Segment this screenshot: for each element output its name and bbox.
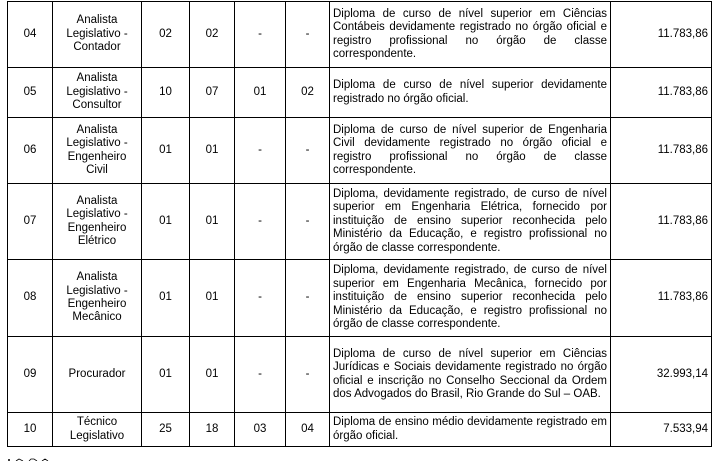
cargo-line: Contador: [73, 41, 121, 54]
vagas-cell: 07: [190, 68, 235, 118]
vagas-cell: -: [286, 118, 330, 184]
cargo-cell: [53, 337, 142, 413]
codigo-cell: 06: [8, 118, 53, 184]
vagas-cell: -: [235, 2, 286, 68]
cargo-cell: [53, 2, 142, 68]
cargo-line: Analista: [76, 194, 118, 207]
vagas-cell: 03: [235, 413, 286, 447]
vagas-cell: -: [235, 118, 286, 184]
codigo-cell: 04: [8, 2, 53, 68]
cargos-table: [7, 1, 712, 447]
vagas-cell: -: [286, 184, 330, 260]
vagas-cell: 02: [286, 68, 330, 118]
cargo-line: Legislativo: [69, 429, 125, 442]
vagas-cell: 10: [142, 68, 190, 118]
cargo-cell: [53, 68, 142, 118]
codigo-cell: 05: [8, 68, 53, 118]
table-row: [8, 2, 712, 68]
vencimento-cell: 7.533,94: [611, 413, 712, 447]
requisito-cell: Diploma, devidamente registrado, de curso de nível superior em Engenharia Elétrica, fornecido por instituição de ensino superior reconhecida pelo Ministério da Educação, e registro profissional no órgão de classe correspondente.: [330, 184, 611, 260]
vagas-cell: 01: [235, 68, 286, 118]
vagas-cell: 01: [190, 260, 235, 337]
vagas-cell: 01: [190, 184, 235, 260]
vencimento-cell: 11.783,86: [611, 2, 712, 68]
requisito-cell: Diploma de curso de nível superior devidamente registrado no órgão oficial.: [330, 68, 611, 118]
vagas-cell: -: [235, 184, 286, 260]
vagas-cell: 18: [190, 413, 235, 447]
vagas-cell: 01: [142, 260, 190, 337]
vagas-cell: 25: [142, 413, 190, 447]
cargo-cell: [53, 184, 142, 260]
cargo-line: Técnico: [76, 416, 118, 429]
table-row: [8, 337, 712, 413]
cargo-line: Procurador: [68, 367, 126, 380]
vagas-cell: 01: [190, 337, 235, 413]
cargo-line: Engenheiro: [67, 150, 127, 163]
table-row: [8, 118, 712, 184]
vagas-cell: -: [235, 260, 286, 337]
vencimento-cell: 11.783,86: [611, 184, 712, 260]
vencimento-cell: 32.993,14: [611, 337, 712, 413]
vagas-cell: -: [286, 260, 330, 337]
requisito-cell: Diploma de curso de nível superior de Engenharia Civil devidamente registrado no órgão oficial e registro profissional no órgão de classe correspondente.: [330, 118, 611, 184]
requisito-cell: Diploma, devidamente registrado, de curso de nível superior em Engenharia Mecânica, fornecido por instituição de ensino superior reconhecida pelo Ministério da Educação, e registro profissional no órgão de classe correspondente.: [330, 260, 611, 337]
vagas-cell: 02: [190, 2, 235, 68]
table-row: [8, 260, 712, 337]
cargo-line: Mecânico: [72, 311, 122, 324]
requisito-cell: Diploma de ensino médio devidamente registrado em órgão oficial.: [330, 413, 611, 447]
vagas-cell: -: [286, 2, 330, 68]
table-row: [8, 184, 712, 260]
codigo-cell: 07: [8, 184, 53, 260]
cargo-line: Engenheiro: [67, 298, 127, 310]
table-row: [8, 413, 712, 447]
table-body: [8, 2, 712, 447]
cargo-line: Analista: [76, 271, 118, 284]
codigo-cell: 08: [8, 260, 53, 337]
vagas-cell: 04: [286, 413, 330, 447]
vagas-cell: 01: [142, 337, 190, 413]
vagas-cell: 02: [142, 2, 190, 68]
cargo-line: Legislativo -: [66, 208, 128, 221]
table-row: [8, 68, 712, 118]
cargo-line: Legislativo -: [66, 284, 128, 297]
cargo-line: Civil: [86, 163, 108, 176]
requisito-cell: Diploma de curso de nível superior em Ciências Jurídicas e Sociais devidamente registrado no órgão oficial e inscrição no Conselho Seccional da Ordem dos Advogados do Brasil, Rio Grande do Sul – OAB.: [330, 337, 611, 413]
cargo-line: Analista: [76, 123, 118, 136]
cargo-line: Analista: [76, 72, 118, 85]
cargo-cell: [53, 118, 142, 184]
vagas-cell: 01: [142, 118, 190, 184]
cargo-line: Engenheiro: [67, 221, 127, 234]
vencimento-cell: 11.783,86: [611, 118, 712, 184]
vagas-cell: -: [286, 337, 330, 413]
cropped-text-fragment: [7, 452, 57, 461]
requisito-cell: Diploma de curso de nível superior em Ciências Contábeis devidamente registrado no órgão oficial e registro profissional no órgão de classe correspondente.: [330, 2, 611, 68]
codigo-cell: 09: [8, 337, 53, 413]
vagas-cell: -: [235, 337, 286, 413]
cargo-cell: [53, 260, 142, 337]
vagas-cell: 01: [142, 184, 190, 260]
cargo-line: Elétrico: [77, 234, 117, 247]
cargo-line: Consultor: [72, 99, 122, 112]
vagas-cell: 01: [190, 118, 235, 184]
vencimento-cell: 11.783,86: [611, 260, 712, 337]
cargo-line: Analista: [76, 14, 118, 27]
cargo-cell: [53, 413, 142, 447]
codigo-cell: 10: [8, 413, 53, 447]
vencimento-cell: 11.783,86: [611, 68, 712, 118]
cargo-line: Legislativo -: [66, 27, 128, 40]
cargo-line: Legislativo -: [66, 137, 128, 150]
cargo-line: Legislativo -: [66, 85, 128, 98]
